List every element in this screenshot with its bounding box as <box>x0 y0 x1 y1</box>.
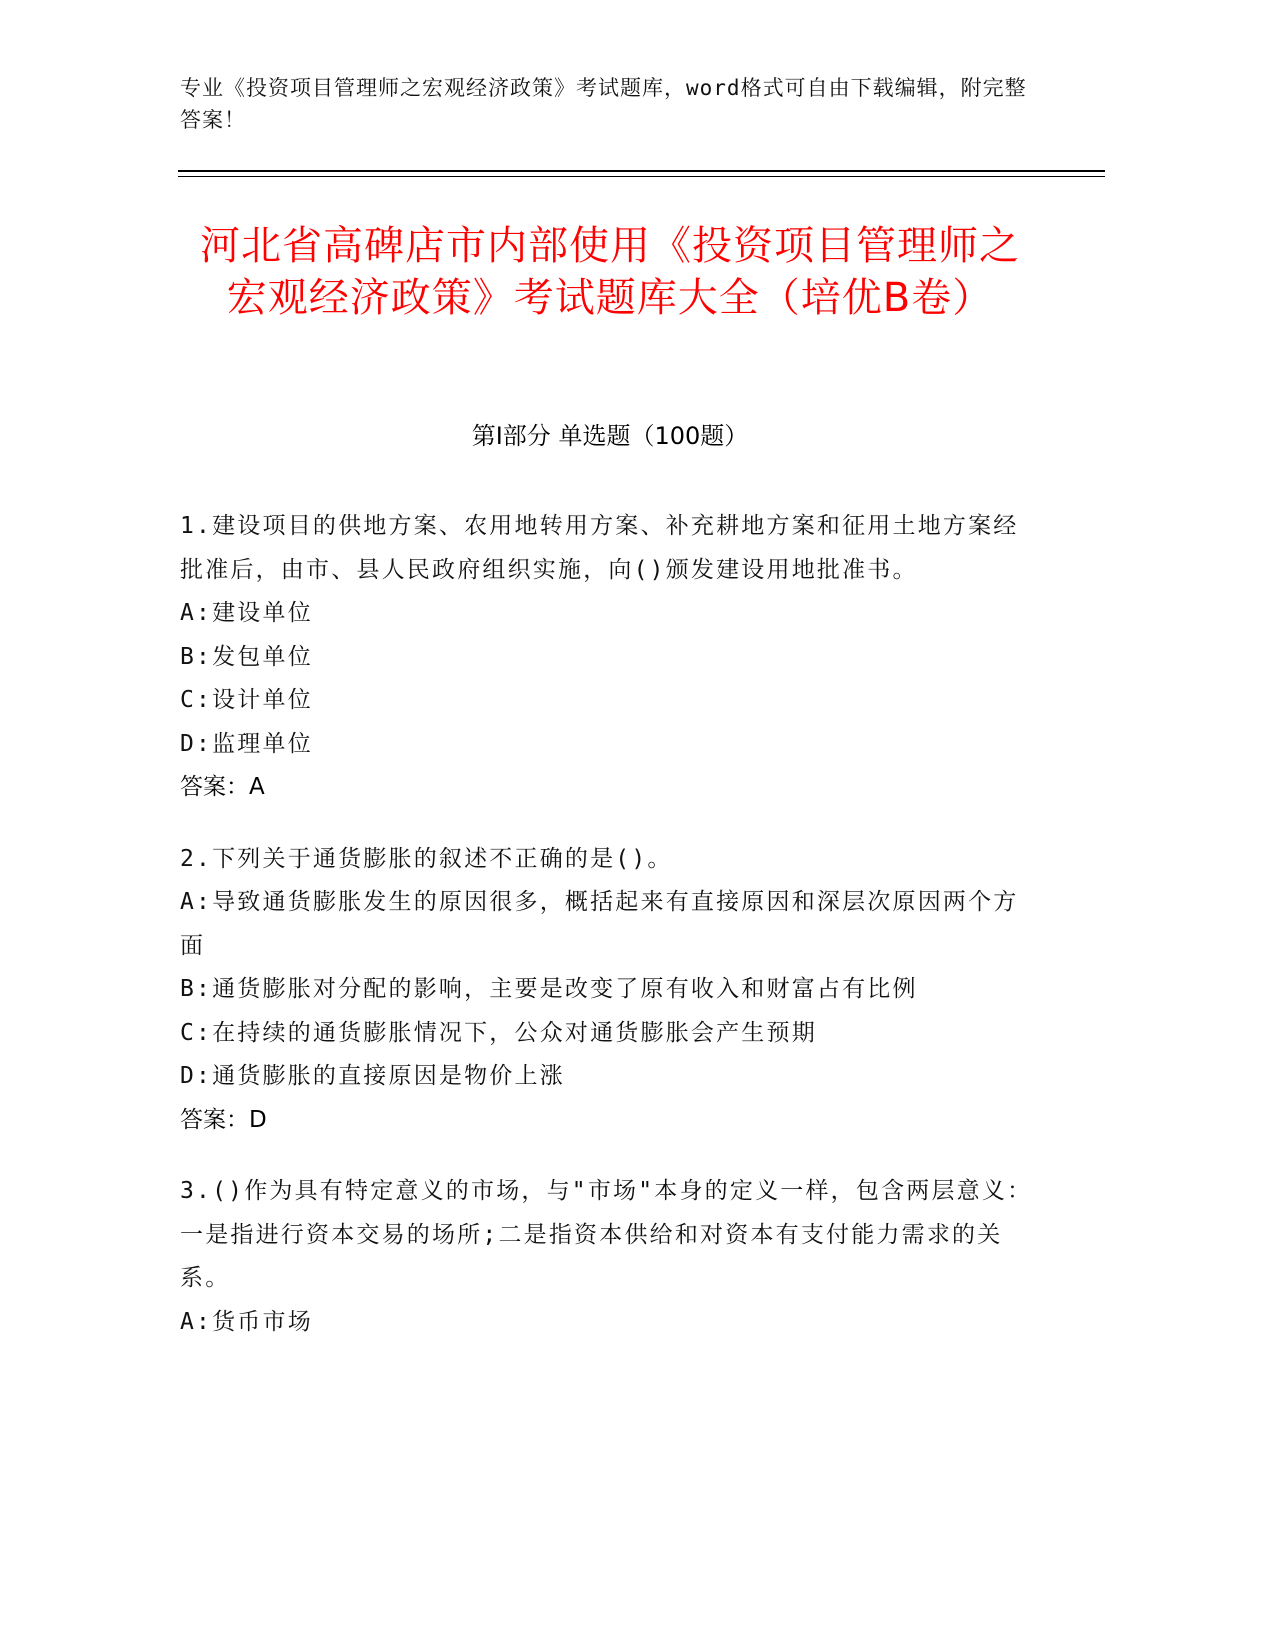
header-divider <box>178 170 1105 177</box>
question-list <box>180 505 1040 1372</box>
question-1 <box>180 505 1040 810</box>
question-3 <box>180 1170 1040 1344</box>
header-note: 专业《投资项目管理师之宏观经济政策》考试题库，word格式可自由下载编辑，附完整答案！ <box>180 76 1027 132</box>
answer: 答案：A <box>180 774 265 800</box>
question-stem: 1.建设项目的供地方案、农用地转用方案、补充耕地方案和征用土地方案经批准后，由市、县人民政府组织实施，向()颁发建设用地批准书。 <box>180 513 1019 583</box>
option-a: A:导致通货膨胀发生的原因很多，概括起来有直接原因和深层次原因两个方面 <box>180 889 1019 959</box>
answer: 答案：D <box>180 1106 267 1133</box>
question-stem: 2.下列关于通货膨胀的叙述不正确的是()。 <box>180 845 673 872</box>
section-heading: 第I部分 单选题（100题） <box>471 422 749 450</box>
document-title: 河北省高碑店市内部使用《投资项目管理师之宏观经济政策》考试题库大全（培优B卷） <box>200 223 1020 321</box>
question-2 <box>180 838 1040 1143</box>
option-a: A:货币市场 <box>180 1308 313 1335</box>
question-stem: 3.()作为具有特定意义的市场，与"市场"本身的定义一样，包含两层意义：一是指进行资本交易的场所;二是指资本供给和对资本有支付能力需求的关系。 <box>180 1178 1033 1291</box>
option-b: B:发包单位 <box>180 643 313 670</box>
option-c: C:设计单位 <box>180 687 313 713</box>
option-b: B:通货膨胀对分配的影响，主要是改变了原有收入和财富占有比例 <box>180 976 918 1002</box>
option-c: C:在持续的通货膨胀情况下，公众对通货膨胀会产生预期 <box>180 1019 817 1046</box>
option-d: D:监理单位 <box>180 730 313 757</box>
option-a: A:建设单位 <box>180 600 313 626</box>
option-d: D:通货膨胀的直接原因是物价上涨 <box>180 1063 565 1089</box>
